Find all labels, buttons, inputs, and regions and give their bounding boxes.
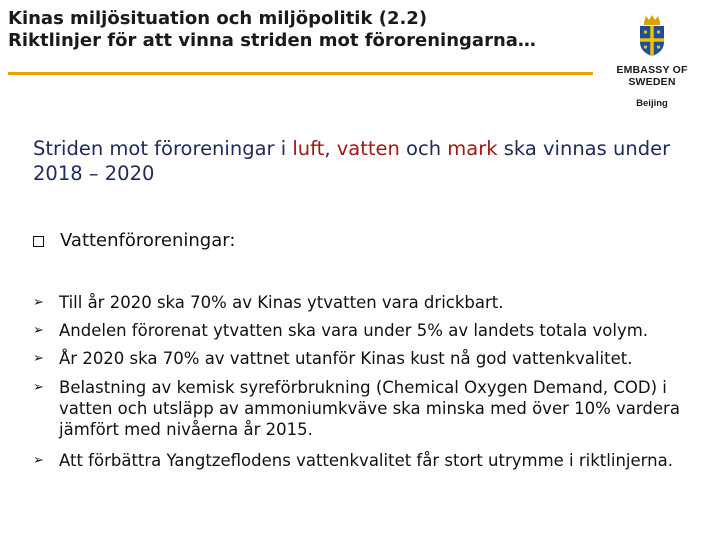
list-item <box>33 450 699 471</box>
headline-text-2: , <box>324 137 337 160</box>
arrow-bullet-icon: ➢ <box>33 453 44 468</box>
slide-title <box>8 8 588 52</box>
arrow-bullet-icon: ➢ <box>33 323 44 338</box>
arrow-bullet-icon: ➢ <box>33 380 44 395</box>
list-item <box>33 320 699 341</box>
list-item <box>33 292 699 313</box>
list-item <box>33 348 699 369</box>
square-bullet-icon <box>33 236 44 247</box>
section-heading <box>33 230 235 251</box>
headline-text-4: ska vinnas under 2018 – 2020 <box>33 137 671 185</box>
list-item-text: Till år 2020 ska 70% av Kinas ytvatten vara drickbart. <box>59 293 504 312</box>
headline-mark: mark <box>447 137 498 160</box>
arrow-bullet-icon: ➢ <box>33 295 44 310</box>
title-divider <box>8 72 593 75</box>
logo-city: Beijing <box>636 98 668 109</box>
title-line-1: Kinas miljösituation och miljöpolitik (2.2) <box>8 8 428 29</box>
list-item <box>33 377 699 440</box>
list-item-text: Andelen förorenat ytvatten ska vara under 5% av landets totala volym. <box>59 321 649 340</box>
headline-text-3: och <box>399 137 448 160</box>
headline-text-1: Striden mot föroreningar i <box>33 137 293 160</box>
logo-text: EMBASSY OF SWEDEN <box>616 64 688 88</box>
swedish-coat-of-arms-icon <box>632 14 672 58</box>
headline-vatten: vatten <box>336 137 400 160</box>
slide-headline <box>33 136 703 186</box>
title-line-2: Riktlinjer för att vinna striden mot föroreningarna… <box>8 30 536 51</box>
list-item-text: År 2020 ska 70% av vattnet utanför Kinas kust nå god vattenkvalitet. <box>59 349 633 368</box>
embassy-logo <box>592 14 712 109</box>
section-heading-text: Vattenföroreningar: <box>60 230 236 251</box>
list-item-text: Att förbättra Yangtzeflodens vattenkvalitet får stort utrymme i riktlinjerna. <box>59 451 673 470</box>
arrow-bullet-icon: ➢ <box>33 351 44 366</box>
headline-luft: luft <box>292 137 325 160</box>
list-item-text: Belastning av kemisk syreförbrukning (Chemical Oxygen Demand, COD) i vatten och utsläpp av ammoniumkväve ska minska med över 10% vardera jämfört med nivåerna år 2015. <box>59 378 680 439</box>
